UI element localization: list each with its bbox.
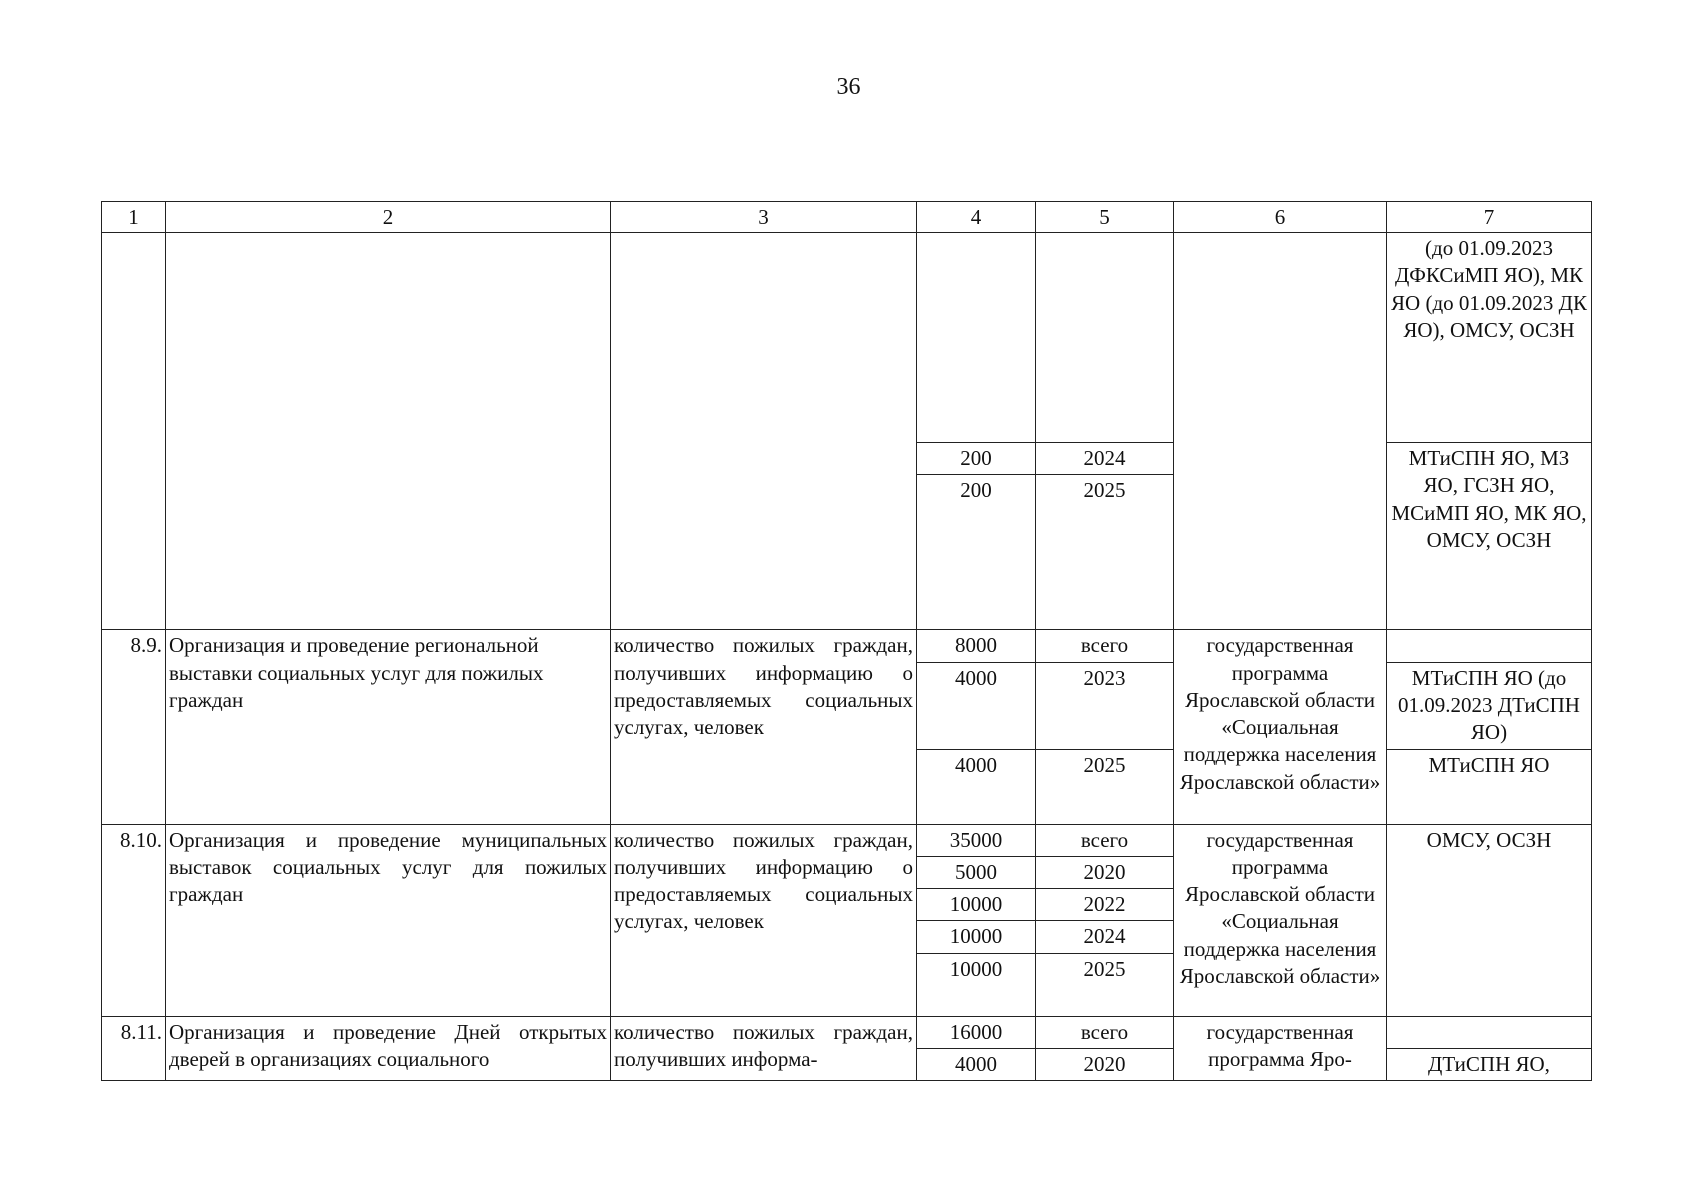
value-cell: 4000 (917, 749, 1036, 824)
header-col-4: 4 (917, 202, 1036, 233)
header-col-2: 2 (166, 202, 611, 233)
item-number: 8.10. (102, 824, 166, 1016)
year-cell: всего (1036, 1016, 1174, 1048)
executor-cell: МТиСПН ЯО, МЗ ЯО, ГСЗН ЯО, МСиМП ЯО, МК ЯО, ОМСУ, ОСЗН (1387, 443, 1592, 630)
value-cell: 200 (917, 443, 1036, 475)
item-indicator: количество пожилых граждан, получивших информа- (611, 1016, 917, 1081)
executor-cell: МТиСПН ЯО (1387, 749, 1592, 824)
table-row (102, 1016, 1592, 1048)
header-row (102, 202, 1592, 233)
executor-cell (1387, 1016, 1592, 1048)
executor-cell (1387, 630, 1592, 662)
year-cell: 2020 (1036, 856, 1174, 888)
value-cell: 10000 (917, 889, 1036, 921)
year-cell: всего (1036, 824, 1174, 856)
value-cell: 10000 (917, 921, 1036, 953)
item-name: Организация и проведение региональной выставки социальных услуг для пожилых граждан (166, 630, 611, 824)
executor-cell: МТиСПН ЯО (до 01.09.2023 ДТиСПН ЯО) (1387, 662, 1592, 749)
page-number: 36 (836, 74, 861, 100)
measures-table (101, 201, 1592, 1081)
header-col-3: 3 (611, 202, 917, 233)
executor-cell: ДТиСПН ЯО, (1387, 1049, 1592, 1081)
table-row (102, 630, 1592, 662)
continuation-executor-cell: (до 01.09.2023 ДФКСиМП ЯО), МК ЯО (до 01.09.2023 ДК ЯО), ОМСУ, ОСЗН (1387, 233, 1592, 443)
header-col-5: 5 (1036, 202, 1174, 233)
value-cell: 4000 (917, 662, 1036, 749)
value-cell: 200 (917, 475, 1036, 630)
item-source: государственная программа Ярославской области «Социальная поддержка населения Ярославской области» (1174, 630, 1387, 824)
continuation-num-cell (102, 233, 166, 630)
value-cell: 10000 (917, 953, 1036, 1016)
value-cell: 8000 (917, 630, 1036, 662)
continuation-source-cell (1174, 233, 1387, 630)
value-cell: 16000 (917, 1016, 1036, 1048)
continuation-name-cell (166, 233, 611, 630)
year-cell: 2020 (1036, 1049, 1174, 1081)
header-col-1: 1 (102, 202, 166, 233)
item-number: 8.11. (102, 1016, 166, 1081)
year-cell: 2025 (1036, 749, 1174, 824)
item-executor: ОМСУ, ОСЗН (1387, 824, 1592, 1016)
year-cell: 2024 (1036, 921, 1174, 953)
header-col-6: 6 (1174, 202, 1387, 233)
year-cell: 2025 (1036, 475, 1174, 630)
year-cell: 2024 (1036, 443, 1174, 475)
value-cell: 35000 (917, 824, 1036, 856)
item-indicator: количество пожилых граждан, получивших информацию о предоставляемых социальных услугах, человек (611, 630, 917, 824)
item-name: Организация и проведение муниципальных выставок социальных услуг для пожилых граждан (166, 824, 611, 1016)
year-cell: 2022 (1036, 889, 1174, 921)
continuation-year-cell (1036, 233, 1174, 443)
item-name: Организация и проведение Дней открытых дверей в организациях социального (166, 1016, 611, 1081)
continuation-row (102, 233, 1592, 443)
continuation-value-cell (917, 233, 1036, 443)
header-col-7: 7 (1387, 202, 1592, 233)
value-cell: 4000 (917, 1049, 1036, 1081)
table-row (102, 824, 1592, 856)
item-number: 8.9. (102, 630, 166, 824)
year-cell: всего (1036, 630, 1174, 662)
item-indicator: количество пожилых граждан, получивших информацию о предоставляемых социальных услугах, человек (611, 824, 917, 1016)
year-cell: 2023 (1036, 662, 1174, 749)
value-cell: 5000 (917, 856, 1036, 888)
continuation-indicator-cell (611, 233, 917, 630)
year-cell: 2025 (1036, 953, 1174, 1016)
item-source: государственная программа Ярославской области «Социальная поддержка населения Ярославской области» (1174, 824, 1387, 1016)
item-source: государственная программа Яро- (1174, 1016, 1387, 1081)
